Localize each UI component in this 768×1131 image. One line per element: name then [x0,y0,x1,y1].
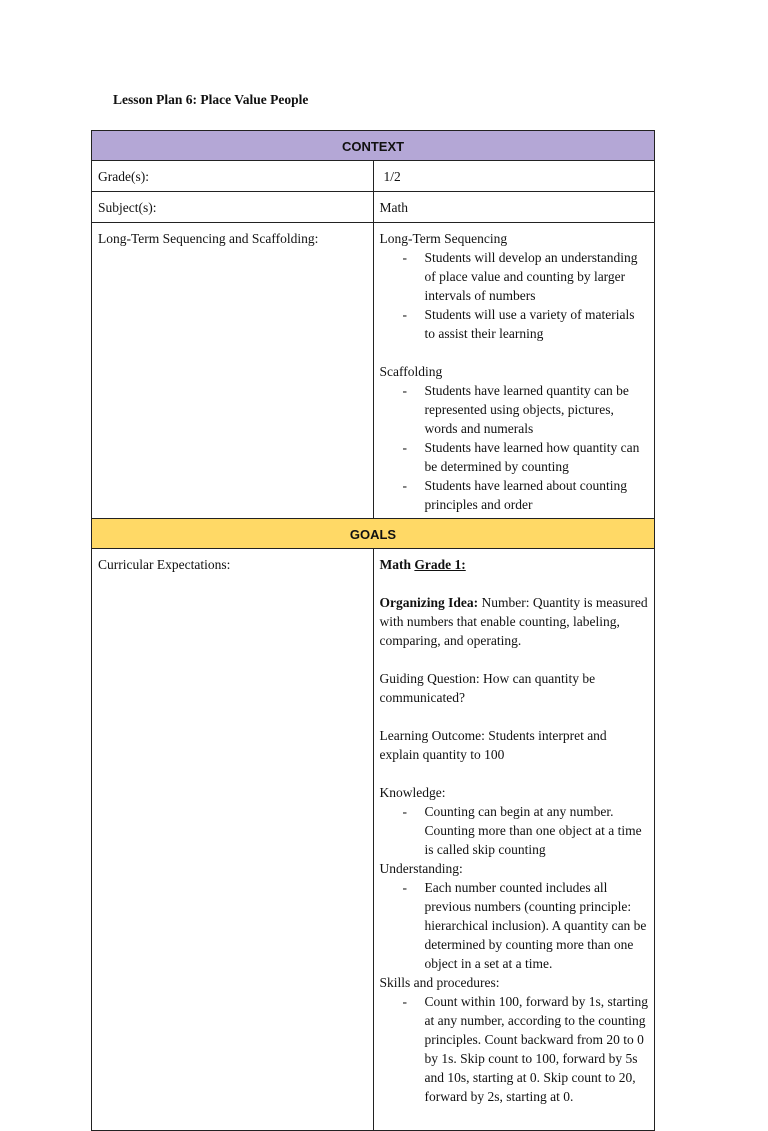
knowledge-list [380,802,649,859]
list-item: - Students have learned quantity can be represented using objects, pictures, words and numerals [425,381,649,438]
curricular-content [373,549,655,1131]
skills-list [380,992,649,1106]
grades-label: Grade(s): [92,161,374,192]
scaffolding-heading: Scaffolding [379,364,443,379]
guiding-question: Guiding Question: How can quantity be communicated? [379,671,596,705]
sequencing-content [373,223,655,519]
subjects-row [92,192,655,223]
subjects-label: Subject(s): [92,192,374,223]
math-label: Math [379,557,411,572]
sequencing-list [380,248,649,343]
list-item: - Counting can begin at any number. Counting more than one object at a time is called skip counting [425,802,649,859]
goals-heading: GOALS [92,519,655,549]
sequencing-label: Long-Term Sequencing and Scaffolding: [92,223,374,519]
learning-outcome: Learning Outcome: Students interpret and explain quantity to 100 [379,728,607,762]
sequencing-row [92,223,655,519]
grades-value [373,161,655,192]
context-header-row [92,131,655,161]
list-item: - Students have learned about counting principles and order [425,476,649,514]
organizing-idea [380,593,649,650]
sequencing-heading: Long-Term Sequencing [379,231,508,246]
knowledge-heading: Knowledge: [379,785,446,800]
goals-header-row [92,519,655,549]
lesson-plan-table [91,130,655,1131]
curricular-label: Curricular Expectations: [92,549,374,1131]
list-item: - Students will develop an understanding of place value and counting by larger intervals of numbers [425,248,649,305]
grades-value-text: 1/2 [383,169,401,184]
list-item: - Students have learned how quantity can be determined by counting [425,438,649,476]
organizing-text: Number: Quantity is measured with numbers that enable counting, labeling, comparing, and operating. [379,595,648,648]
scaffolding-list [380,381,649,514]
list-item: - Count within 100, forward by 1s, starting at any number, according to the counting principles. Count backward from 20 to 0 by 1s. Skip count to 100, forward by 5s and 10s, starting at 0. Skip count to 20, forward by 2s, starting at 0. [425,992,649,1106]
page-title: Lesson Plan 6: Place Value People [113,92,309,107]
understanding-list [380,878,649,973]
organizing-label: Organizing Idea: [379,595,479,610]
context-heading: CONTEXT [92,131,655,161]
list-item: - Each number counted includes all previous numbers (counting principle: hierarchical inclusion). A quantity can be determined by counting more than one object in a set at a time. [425,878,649,973]
grades-row [92,161,655,192]
curricular-row [92,549,655,1131]
list-item: - Students will use a variety of materials to assist their learning [425,305,649,343]
subjects-value: Math [373,192,655,223]
understanding-heading: Understanding: [379,861,463,876]
skills-heading: Skills and procedures: [379,975,500,990]
grade-label: Grade 1: [414,557,466,572]
grade-line [380,555,649,574]
